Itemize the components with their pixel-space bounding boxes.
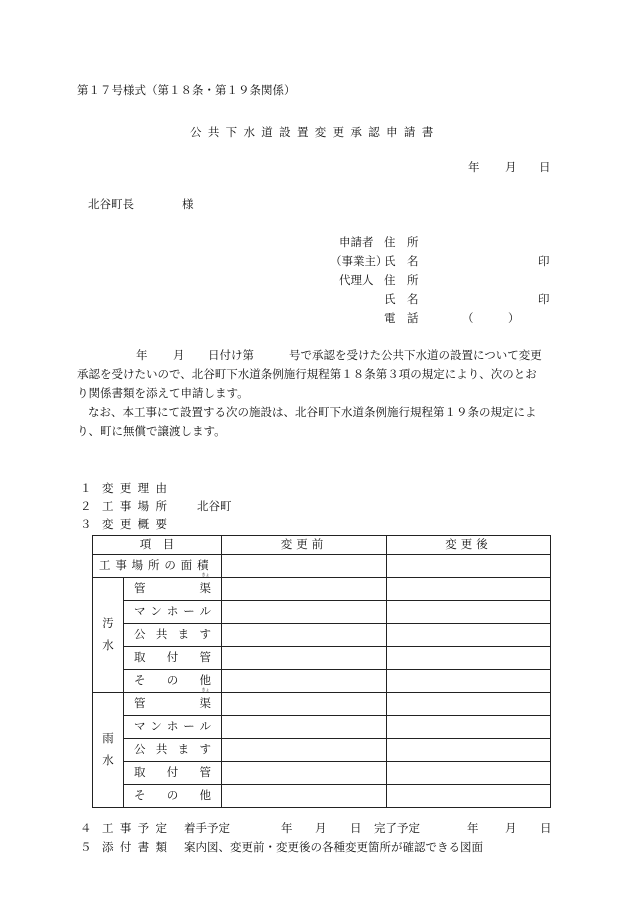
sewage-lateral-after[interactable] — [387, 647, 551, 670]
end-month: 月 — [505, 821, 517, 835]
sewage-row-public-basin: 公共ます — [124, 624, 222, 647]
sewage-pipe-before[interactable] — [222, 578, 387, 601]
rain-other-before[interactable] — [222, 785, 387, 808]
item-2-label: 工事場所 — [102, 499, 174, 513]
body-p1-month: 月 — [173, 348, 185, 362]
sewage-other-before[interactable] — [222, 670, 387, 693]
addressee-name: 北谷町長 — [88, 197, 134, 211]
rain-basin-after[interactable] — [387, 739, 551, 762]
body-p1-rest: 号で承認を受けた公共下水道の設置について変更 — [289, 348, 542, 362]
rain-manhole-before[interactable] — [222, 716, 387, 739]
area-before-cell[interactable] — [222, 555, 387, 578]
kyo-ruby: きょ — [201, 572, 210, 578]
start-month: 月 — [315, 821, 327, 835]
phone-label: 電 話 — [384, 311, 419, 325]
item-3-number: ３ — [80, 517, 92, 531]
sewage-row-manhole: マンホール — [124, 601, 222, 624]
header-before: 変更前 — [222, 536, 387, 555]
rain-row-public-basin: 公共ます — [124, 739, 222, 762]
rain-basin-before[interactable] — [222, 739, 387, 762]
rain-lateral-after[interactable] — [387, 762, 551, 785]
table-row — [93, 762, 551, 785]
sewage-row-pipe: 管渠 きょ — [124, 578, 222, 601]
start-day: 日 — [350, 821, 362, 835]
date-month: 月 — [505, 160, 517, 174]
sewage-row-lateral: 取付管 — [124, 647, 222, 670]
applicant-label: 申請者 — [339, 235, 374, 249]
sewage-label: 汚水 — [102, 616, 114, 652]
date-year: 年 — [468, 160, 480, 174]
rain-other-after[interactable] — [387, 785, 551, 808]
sewage-basin-after[interactable] — [387, 624, 551, 647]
agent-seal: 印 — [538, 292, 550, 306]
body-p1-dated: 日付け第 — [208, 348, 254, 362]
table-header-row — [93, 536, 551, 555]
table-row — [93, 601, 551, 624]
sewage-row-other: その他 — [124, 670, 222, 693]
item-5-value: 案内図、変更前・変更後の各種変更箇所が確認できる図面 — [184, 840, 483, 854]
sewage-pipe-after[interactable] — [387, 578, 551, 601]
header-after: 変更後 — [387, 536, 551, 555]
rain-pipe-before[interactable] — [222, 693, 387, 716]
business-owner-label: （事業主） — [330, 254, 388, 268]
applicant-address-label: 住 所 — [384, 235, 419, 249]
table-row — [93, 670, 551, 693]
table-row — [93, 739, 551, 762]
table-row — [93, 716, 551, 739]
rain-lateral-before[interactable] — [222, 762, 387, 785]
item-2-number: ２ — [80, 499, 92, 513]
change-summary-table — [92, 535, 551, 808]
item-3-label: 変更概要 — [102, 517, 174, 531]
end-day: 日 — [540, 821, 552, 835]
table-row — [93, 647, 551, 670]
table-row — [93, 693, 551, 716]
rain-row-manhole: マンホール — [124, 716, 222, 739]
area-after-cell[interactable] — [387, 555, 551, 578]
end-date-label: 完了予定 — [374, 821, 420, 835]
body-p1-line2: 承認を受けたいので、北谷町下水道条例施行規程第１８条第３項の規定により、次のとお — [77, 367, 537, 381]
body-p2-line1: なお、本工事にて設置する次の施設は、北谷町下水道条例施行規程第１９条の規定によ — [88, 405, 537, 419]
table-row — [93, 578, 551, 601]
rain-row-lateral: 取付管 — [124, 762, 222, 785]
sewage-basin-before[interactable] — [222, 624, 387, 647]
body-p2-line2: り、町に無償で譲渡します。 — [77, 424, 226, 438]
header-item: 項 目 — [93, 536, 222, 555]
table-row — [93, 785, 551, 808]
rain-pipe-after[interactable] — [387, 693, 551, 716]
start-date-label: 着手予定 — [184, 821, 230, 835]
table-row — [93, 624, 551, 647]
body-p1-year: 年 — [136, 348, 148, 362]
date-day: 日 — [539, 160, 551, 174]
sewage-category — [93, 578, 124, 693]
item-1-number: １ — [80, 481, 92, 495]
applicant-seal: 印 — [538, 254, 550, 268]
form-title: 公共下水道設置変更承認申請書 — [190, 125, 440, 139]
phone-parentheses: （ ） — [462, 311, 520, 325]
sewage-manhole-before[interactable] — [222, 601, 387, 624]
agent-name-label: 氏 名 — [384, 292, 419, 306]
area-row-label: 工事場所の面積 — [93, 555, 222, 578]
sewage-lateral-before[interactable] — [222, 647, 387, 670]
applicant-name-label: 氏 名 — [384, 254, 419, 268]
start-year: 年 — [281, 821, 293, 835]
kyo-ruby: きょ — [201, 687, 210, 693]
rain-row-other: その他 — [124, 785, 222, 808]
item-2-value: 北谷町 — [197, 499, 232, 513]
item-4-number: ４ — [80, 821, 92, 835]
rainwater-category — [93, 693, 124, 808]
agent-label: 代理人 — [339, 273, 374, 287]
rain-row-pipe: 管渠 きょ — [124, 693, 222, 716]
body-p1-line3: り関係書類を添えて申請します。 — [77, 386, 249, 400]
table-row — [93, 555, 551, 578]
form-number: 第１７号様式（第１８条・第１９条関係） — [77, 83, 296, 97]
addressee-honorific: 様 — [182, 197, 194, 211]
sewage-other-after[interactable] — [387, 670, 551, 693]
item-5-number: ５ — [80, 840, 92, 854]
end-year: 年 — [467, 821, 479, 835]
item-4-label: 工事予定 — [102, 821, 174, 835]
sewage-manhole-after[interactable] — [387, 601, 551, 624]
item-5-label: 添付書類 — [102, 840, 174, 854]
agent-address-label: 住 所 — [384, 273, 419, 287]
item-1-label: 変更理由 — [102, 481, 174, 495]
rain-manhole-after[interactable] — [387, 716, 551, 739]
rainwater-label: 雨水 — [102, 731, 114, 767]
